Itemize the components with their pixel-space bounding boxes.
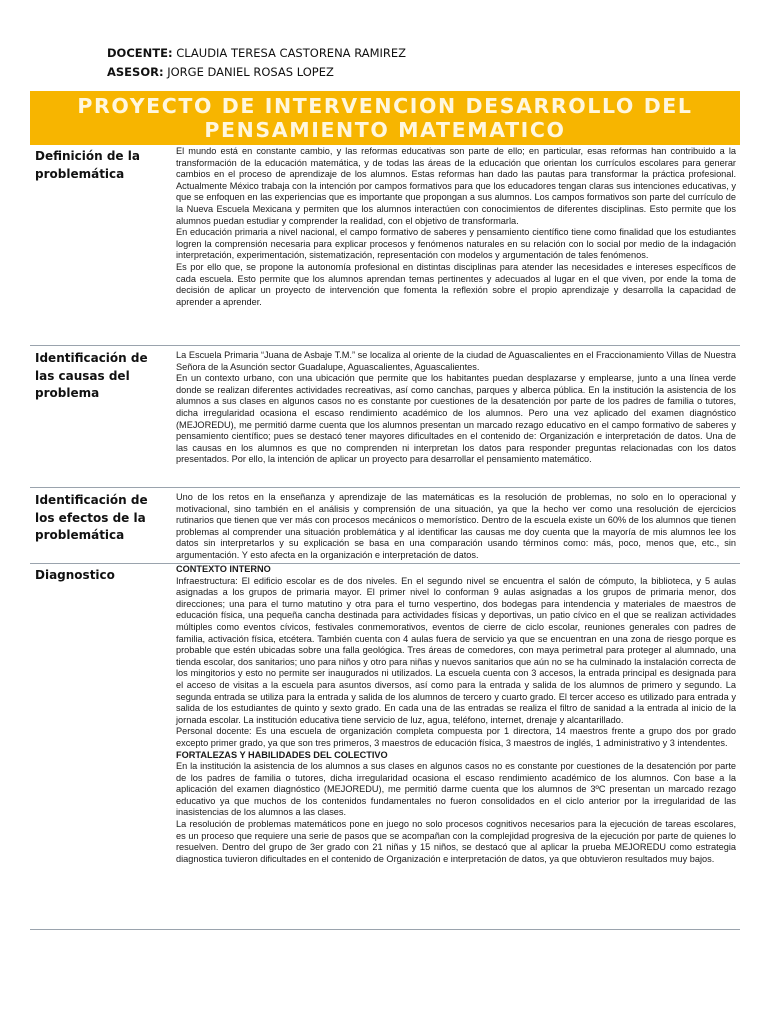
paragraph: En un contexto urbano, con una ubicación que permite que los habitantes puedan desplazarse y emplearse, junto a una línea verde donde se realizan diferentes actividades recreativas, así como canchas, parques y alberca pública. En la institución la asistencia de los alumnos a sus clases en algunos casos no es constante por cuestiones de la desatención por parte de los padres de familia o tutores, dicha irregularidad ocasiona el escaso rendimiento académico de los alumnos. Pero una vez aplicado del examen diagnóstico (MEJOREDU), me permitió darme cuenta que los alumnos presentan un marcado rezago educativo en el campo formativo de saberes y pensamiento científico; pues se destacó tener mayores dificultades en el contenido de: Organización e interpretación de datos. Una de las causas en los alumnos es que no comprenden ni interpretan los datos para responder preguntas relacionadas con los datos presentados. Por ello, la intención de aplicar un proyecto para desarrollar el pensamiento matemático. xyxy=(176,373,736,465)
paragraph: El mundo está en constante cambio, y las reformas educativas son parte de ello; en particular, esas reformas han contribuido a la transformación de la educación matemática, y de todas las áreas de la educación que orientan los currículos escolares para generar cambios en el proceso de aprendizaje de los alumnos. Estas reformas han dado las pautas para transformar la práctica profesional. Actualmente México trabaja con la intención por campos formativos para que los educadores tengan claras sus intenciones educativas, y que se enfoquen en las experiencias que es importante que propongan a sus alumnos. Los campos formativos son parte del currículo de la Nueva Escuela Mexicana y permiten que los alumnos interactúen con conocimientos de diferentes disciplinas. Esto permite que los alumnos puedan estudiar y comprender la realidad, con el objetivo de transformarla. xyxy=(176,146,736,226)
row-divider xyxy=(30,487,740,488)
paragraph: Personal docente: Es una escuela de organización completa compuesta por 1 directora, 14 maestros frente a grupo dos por grado excepto primer grado, ya que son tres primeros, 3 maestros de educación física, 3 maestros de inglés, 1 administrativo y 3 intendentes. xyxy=(176,726,736,748)
project-title-line-1: PROYECTO DE INTERVENCION DESARROLLO DEL xyxy=(77,94,693,118)
subheading: FORTALEZAS Y HABILIDADES DEL COLECTIVO xyxy=(176,749,388,760)
section-text xyxy=(176,146,736,308)
paragraph: En la institución la asistencia de los alumnos a sus clases en algunos casos no es constante por cuestiones de la desatención por parte de los padres de familia o tutores, dicha irregularidad ocasiona el escaso rendimiento académico de los alumnos. Con base a la aplicación del examen diagnóstico (MEJOREDU), me permitió darme cuenta que los alumnos de 3ºC presentan un marcado rezago educativo ya que muchos de los contenidos fundamentales no fueron consolidados en el ciclo anterior por la irregularidad de las inasistencias de los alumnos a las clases. xyxy=(176,761,736,818)
paragraph: Uno de los retos en la enseñanza y aprendizaje de las matemáticas es la resolución de problemas, no solo en lo operacional y motivacional, sino también en el análisis y comprensión de una situación, ya que la hecho ver como una resolución de ejercicios rutinarios que tienen que ver más con procesos mecánicos o memorístico. Dentro de la escuela existe un 60% de los alumnos que tienen problemas al comprender una situación problemática y al identificar las causas me doy cuenta que la mayoría de mis alumnos lee los datos sin interpretarlos y su explicación se basa en una comparación usando términos como: más, poco, menos que, etc., sin argumentación. Y esto afecta en la organización e interpretación de datos. xyxy=(176,492,736,560)
project-title-line-2: PENSAMIENTO MATEMATICO xyxy=(204,118,566,142)
section-text xyxy=(176,350,736,466)
subheading: CONTEXTO INTERNO xyxy=(176,564,271,574)
section-label: Identificación de las causas del problema xyxy=(35,351,148,400)
paragraph: En educación primaria a nivel nacional, el campo formativo de saberes y pensamiento científico tiene como finalidad que los estudiantes logren la comprensión necesaria para explicar procesos y fenómenos naturales en su relación con lo social por medio de la indagación interpretación, experimentación, sistematización, representación con modelos y argumentación de tales fenómenos. xyxy=(176,227,736,261)
asesor-name: JORGE DANIEL ROSAS LOPEZ xyxy=(167,65,334,79)
row-divider xyxy=(30,345,740,346)
paragraph: La resolución de problemas matemáticos pone en juego no solo procesos cognitivos necesarios para la ejecución de tareas escolares, es un proceso que requiere una serie de pasos que se acompañan con la complejidad progresiva de la ejecución por parte de quienes lo resuelven. Dentro del grupo de 3er grado con 21 niñas y 15 niños, se destacó que al aplicar la prueba MEJOREDU como estrategia diagnostica tuvieron dificultades en el contenido de Organización e interpretación de datos, ya que obtuvieron resultados muy bajos. xyxy=(176,819,736,864)
docente-line xyxy=(107,46,406,60)
section-label: Identificación de los efectos de la problemática xyxy=(35,493,148,542)
asesor-line xyxy=(107,65,334,79)
row-divider xyxy=(30,929,740,930)
section-label: Diagnostico xyxy=(35,568,115,582)
section-text xyxy=(176,492,736,562)
project-title-banner xyxy=(30,91,740,145)
docente-label: DOCENTE: xyxy=(107,46,173,60)
paragraph: La Escuela Primaria “Juana de Asbaje T.M.” se localiza al oriente de la ciudad de Aguascalientes en el Fraccionamiento Villas de Nuestra Señora de la Asunción sector Guadalupe, Aguascalientes, Aguascalientes. xyxy=(176,350,736,372)
docente-name: CLAUDIA TERESA CASTORENA RAMIREZ xyxy=(176,46,407,60)
asesor-label: ASESOR: xyxy=(107,65,164,79)
paragraph: Es por ello que, se propone la autonomía profesional en distintas disciplinas para atender las necesidades e intereses específicos de cada escuela. Esto permite que los alumnos aprendan temas pertinentes y adecuados al lugar en el que viven, por ende la toma de decisión de aplicar un proyecto de intervención que fomenta la reflexión sobre el propio aprendizaje y desarrolla la capacidad de aprender a aprender. xyxy=(176,261,736,307)
section-label: Definición de la problemática xyxy=(35,149,140,181)
paragraph: Infraestructura: El edificio escolar es de dos niveles. En el segundo nivel se encuentra el salón de cómputo, la biblioteca, y 5 aulas asignadas a los grupos de primaria mayor. El primer nivel lo conforman 9 aulas asignadas a los grupos de primaria menor, dos direcciones; una para el turno matutino y otra para el turno vespertino, dos bodegas para intendencia y materiales de maestros de educación física, una pequeña cancha destinada para actividades físicas y deportivas, un patio cívico en el que se realizan actividades múltiples como eventos cívicos, festivales conmemorativos, eventos de cierre de ciclo escolar, reuniones generales con padres de familia, activación física, etcétera. También cuenta con 4 aulas fuera de servicio ya que se encuentran en una zona de riesgo porque es probable que estén ubicadas sobre una falla geológica. Tres áreas de comedores, con maya perimetral para proteger al alumnado, una tienda escolar, dos sanitarios; uno para niños y otro para niñas y nuevos sanitarios que aún no se ha culminado la instalación correcta de los mingitorios y esto no permite ser inaugurados ni utilizados. La escuela cuenta con 3 accesos, la entrada principal es designada para el acceso de visitas a la escuela para asuntos diversos, así como para la entrada y salida de los alumnos de primero y segundo. La segunda entrada se utiliza para la entrada y salida de los alumnos de tercero y cuarto grado. El tercer acceso es utilizado para entrada y salida de los estudiantes de quinto y sexto grado. En cada una de las entradas se realiza el filtro de sanidad a la entrada al inicio de la jornada escolar. La institución educativa tiene servicio de luz, agua, teléfono, internet, drenaje y alcantarillado. xyxy=(176,575,736,725)
section-text xyxy=(176,564,736,865)
